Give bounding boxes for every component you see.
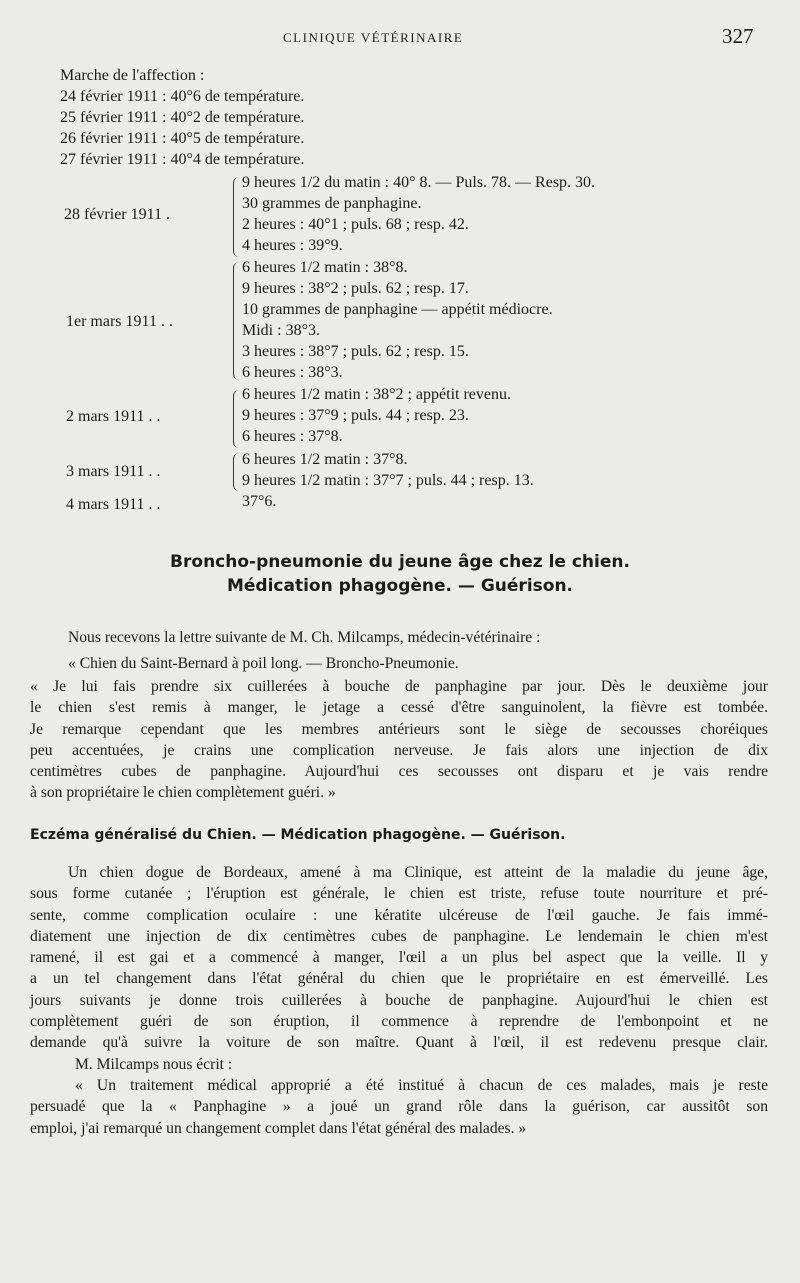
paragraph-line: demande qu'à suivre la voiture de son maître. Quant à l'œil, il est redevenu presque clair. <box>30 1034 768 1052</box>
running-head <box>0 24 800 52</box>
paragraph-line: « Chien du Saint-Bernard à poil long. — Broncho-Pneumonie. <box>68 655 459 672</box>
observation-entry: 6 heures 1/2 matin : 38°8. <box>242 259 408 276</box>
group-brace <box>233 262 239 380</box>
observation-entry: 9 heures : 38°2 ; puls. 62 ; resp. 17. <box>242 280 469 297</box>
paragraph-line: peu accentuées, je crains une complication nerveuse. Je fais alors une injection de dix <box>30 741 768 759</box>
observation-line: 26 février 1911 : 40°5 de température. <box>60 130 305 147</box>
running-title: CLINIQUE VÉTÉRINAIRE <box>283 30 464 45</box>
group-brace <box>233 453 239 491</box>
observation-entry: 30 grammes de panphagine. <box>242 195 422 212</box>
observation-entry: 9 heures 1/2 du matin : 40° 8. — Puls. 78. — Resp. 30. <box>242 174 596 191</box>
paragraph-line: « Un traitement médical approprié a été institué à chacun de ces malades, mais je reste <box>75 1076 768 1094</box>
paragraph-line: Je remarque cependant que les membres antérieurs sont le siège de secousses choréiques <box>30 720 768 738</box>
paragraph-line: « Je lui fais prendre six cuillerées à bouche de panphagine par jour. Dès le deuxième jour <box>30 678 768 695</box>
observation-entry: 9 heures : 37°9 ; puls. 44 ; resp. 23. <box>242 407 469 424</box>
observation-entry: 6 heures 1/2 matin : 37°8. <box>242 451 408 468</box>
case-paragraph <box>30 862 768 1139</box>
observation-line: 27 février 1911 : 40°4 de température. <box>60 151 305 168</box>
section-heading: Médication phagogène. — Guérison. <box>226 576 574 596</box>
paragraph-line: centimètres cubes de panphagine. Aujourd'hui ces secousses ont disparu et je vais rendre <box>30 763 768 781</box>
letter-paragraph <box>30 676 768 804</box>
section-heading: Eczéma généralisé du Chien. — Médication phagogène. — Guérison. <box>30 827 566 843</box>
paragraph-line: M. Milcamps nous écrit : <box>75 1055 233 1073</box>
observation-line: 24 février 1911 : 40°6 de température. <box>60 88 305 105</box>
observation-entry: 10 grammes de panphagine — appétit médiocre. <box>242 301 553 318</box>
section-heading: Broncho-pneumonie du jeune âge chez le chien. <box>170 552 630 572</box>
observation-date: 28 février 1911 . <box>64 206 171 223</box>
paragraph-line: complètement guéri de son éruption, il commence à reprendre de l'embonpoint et ne <box>30 1013 768 1031</box>
paragraph-line: persuadé que la « Panphagine » a joué un grand rôle dans la guérison, car aussitôt son <box>30 1098 768 1116</box>
observation-entry: 6 heures : 37°8. <box>242 428 343 445</box>
group-brace <box>233 177 239 257</box>
observation-entry: 6 heures 1/2 matin : 38°2 ; appétit revenu. <box>242 386 511 403</box>
paragraph-line: jours suivants je donne trois cuillerées à bouche de panphagine. Aujourd'hui le chien est <box>30 991 768 1009</box>
paragraph-line: diatement une injection de dix centimètres cubes de panphagine. Le lendemain le chien m'est <box>30 927 768 945</box>
observation-entry: 37°6. <box>242 493 277 510</box>
observation-date: 2 mars 1911 . . <box>66 408 161 425</box>
observation-intro: Marche de l'affection : <box>60 67 205 84</box>
observation-date: 1er mars 1911 . . <box>66 313 173 330</box>
page-number: 327 <box>722 24 754 48</box>
observation-date: 4 mars 1911 . . <box>66 496 161 513</box>
observation-entry: 2 heures : 40°1 ; puls. 68 ; resp. 42. <box>242 216 469 233</box>
observation-entry: 9 heures 1/2 matin : 37°7 ; puls. 44 ; resp. 13. <box>242 472 534 489</box>
paragraph-line: Un chien dogue de Bordeaux, amené à ma Clinique, est atteint de la maladie du jeune âge, <box>68 864 768 881</box>
paragraph-line: le chien s'est remis à manger, le jetage a cessé d'être sanguinolent, la fièvre est tombée. <box>30 699 768 717</box>
paragraph-line: Nous recevons la lettre suivante de M. Ch. Milcamps, médecin-vétérinaire : <box>68 629 541 646</box>
observation-line: 25 février 1911 : 40°2 de température. <box>60 109 305 126</box>
observation-entry: 4 heures : 39°9. <box>242 237 343 254</box>
paragraph-line: ramené, il est gai et a commencé à manger, l'œil a un plus bel aspect que la veille. Il y <box>30 949 768 967</box>
observation-entry: 3 heures : 38°7 ; puls. 62 ; resp. 15. <box>242 343 469 360</box>
paragraph-line: emploi, j'ai remarqué un changement complet dans l'état général des malades. » <box>30 1119 527 1137</box>
paragraph-line: a un tel changement dans l'état général du chien que le propriétaire en est émerveillé. Les <box>30 970 768 988</box>
paragraph-line: à son propriétaire le chien complètement guéri. » <box>30 784 336 802</box>
observation-date: 3 mars 1911 . . <box>66 463 161 480</box>
observation-entry: 6 heures : 38°3. <box>242 364 343 381</box>
group-brace <box>233 390 239 448</box>
paragraph-line: sente, comme complication oculaire : une kératite ulcéreuse de l'œil gauche. Je fais immé- <box>30 906 768 924</box>
paragraph-line: sous forme cutanée ; l'éruption est générale, le chien est triste, refuse toute nourriture et pré- <box>30 885 768 903</box>
observation-entry: Midi : 38°3. <box>242 322 320 339</box>
